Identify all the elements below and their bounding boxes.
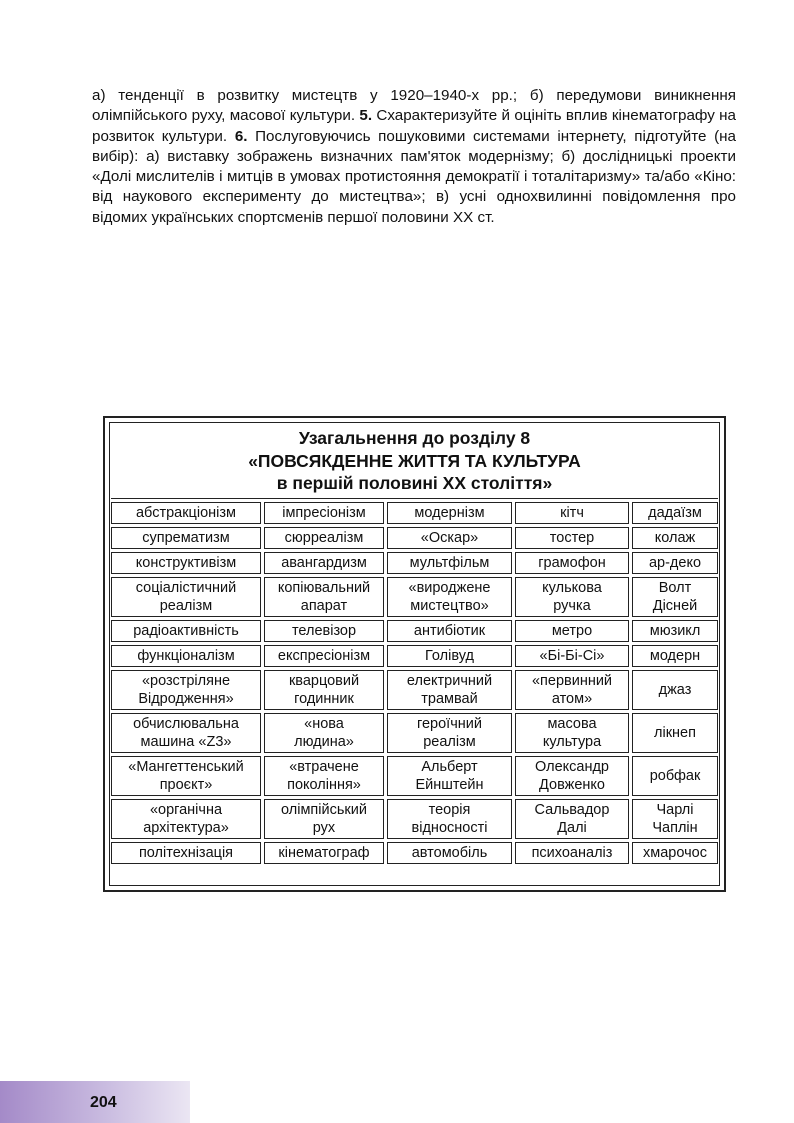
term-cell: антибіотик <box>387 620 512 642</box>
term-cell: колаж <box>632 527 718 549</box>
term-cell: «нова людина» <box>264 713 384 753</box>
term-cell: імпресіонізм <box>264 502 384 524</box>
chapter-summary-inner-frame <box>109 422 720 886</box>
term-cell: хмарочос <box>632 842 718 864</box>
term-cell: тостер <box>515 527 629 549</box>
term-cell: експресіонізм <box>264 645 384 667</box>
term-cell: «первинний атом» <box>515 670 629 710</box>
summary-title-line-1: Узагальнення до розділу 8 <box>298 428 531 448</box>
term-cell: Сальвадор Далі <box>515 799 629 839</box>
term-cell: Чарлі Чаплін <box>632 799 718 839</box>
term-cell: теорія відносності <box>387 799 512 839</box>
assignment-text-3: Послуговуючись пошуковими системами інтернету, підготуйте (на вибір): а) виставку зображень визначних пам'яток модернізму; б) дослідницькі проекти «Долі мислителів і митців в умовах протистояння демократії і тоталітаризму» та/або «Кіно: від наукового експерименту до мистецтва»; в) усні однохвилинні повідомлення про відомих українських спортсменів першої половини ХХ ст. <box>92 127 736 226</box>
term-cell: кінематограф <box>264 842 384 864</box>
assignment-text-2: Схарактеризуйте й оцініть вплив кінематографу на розвиток культури. <box>92 107 736 145</box>
term-cell: модерн <box>632 645 718 667</box>
term-cell: робфак <box>632 756 718 796</box>
term-cell: Олександр Довженко <box>515 756 629 796</box>
term-cell: кулькова ручка <box>515 577 629 617</box>
page-number: 204 <box>90 1094 117 1111</box>
term-cell: мультфільм <box>387 552 512 574</box>
term-cell: політехнізація <box>111 842 261 864</box>
term-cell: Альберт Ейнштейн <box>387 756 512 796</box>
term-cell: соціалістичний реалізм <box>111 577 261 617</box>
term-cell: «Оскар» <box>387 527 512 549</box>
terms-grid <box>111 499 718 864</box>
term-cell: абстракціонізм <box>111 502 261 524</box>
term-cell: телевізор <box>264 620 384 642</box>
term-cell: масова культура <box>515 713 629 753</box>
term-cell: грамофон <box>515 552 629 574</box>
assignment-text-1: а) тенденції в розвитку мистецтв у 1920–1940-х рр.; б) передумови виникнення олімпійського руху, масової культури. <box>92 87 736 125</box>
term-cell: «розстріляне Відродження» <box>111 670 261 710</box>
term-cell: функціоналізм <box>111 645 261 667</box>
term-cell: «Бі-Бі-Сі» <box>515 645 629 667</box>
term-cell: конструктивізм <box>111 552 261 574</box>
chapter-summary-box <box>103 416 726 892</box>
term-cell: модернізм <box>387 502 512 524</box>
summary-title-line-2: «ПОВСЯКДЕННЕ ЖИТТЯ ТА КУЛЬТУРА <box>248 450 581 471</box>
term-cell: Волт Дісней <box>632 577 718 617</box>
term-cell: «Мангеттенський проєкт» <box>111 756 261 796</box>
term-cell: кітч <box>515 502 629 524</box>
term-cell: сюрреалізм <box>264 527 384 549</box>
term-cell: героїчний реалізм <box>387 713 512 753</box>
term-cell: кварцовий годинник <box>264 670 384 710</box>
term-cell: метро <box>515 620 629 642</box>
term-cell: джаз <box>632 670 718 710</box>
term-cell: Голівуд <box>387 645 512 667</box>
term-cell: ар-деко <box>632 552 718 574</box>
term-cell: дадаїзм <box>632 502 718 524</box>
term-cell: радіоактивність <box>111 620 261 642</box>
term-cell: обчислювальна машина «Z3» <box>111 713 261 753</box>
term-cell: «втрачене покоління» <box>264 756 384 796</box>
term-cell: авангардизм <box>264 552 384 574</box>
term-cell: психоаналіз <box>515 842 629 864</box>
term-cell: автомобіль <box>387 842 512 864</box>
term-cell: «органічна архітектура» <box>111 799 261 839</box>
task-number-5: 5. <box>359 107 373 125</box>
term-cell: електричний трамвай <box>387 670 512 710</box>
term-cell: «вироджене мистецтво» <box>387 577 512 617</box>
term-cell: олімпійський рух <box>264 799 384 839</box>
summary-title <box>111 424 718 499</box>
term-cell: супрематизм <box>111 527 261 549</box>
term-cell: лікнеп <box>632 713 718 753</box>
task-number-6: 6. <box>234 127 248 145</box>
summary-title-line-3: в першій половині ХХ століття» <box>276 473 553 493</box>
assignment-paragraph <box>92 86 736 228</box>
term-cell: мюзикл <box>632 620 718 642</box>
term-cell: копіювальний апарат <box>264 577 384 617</box>
